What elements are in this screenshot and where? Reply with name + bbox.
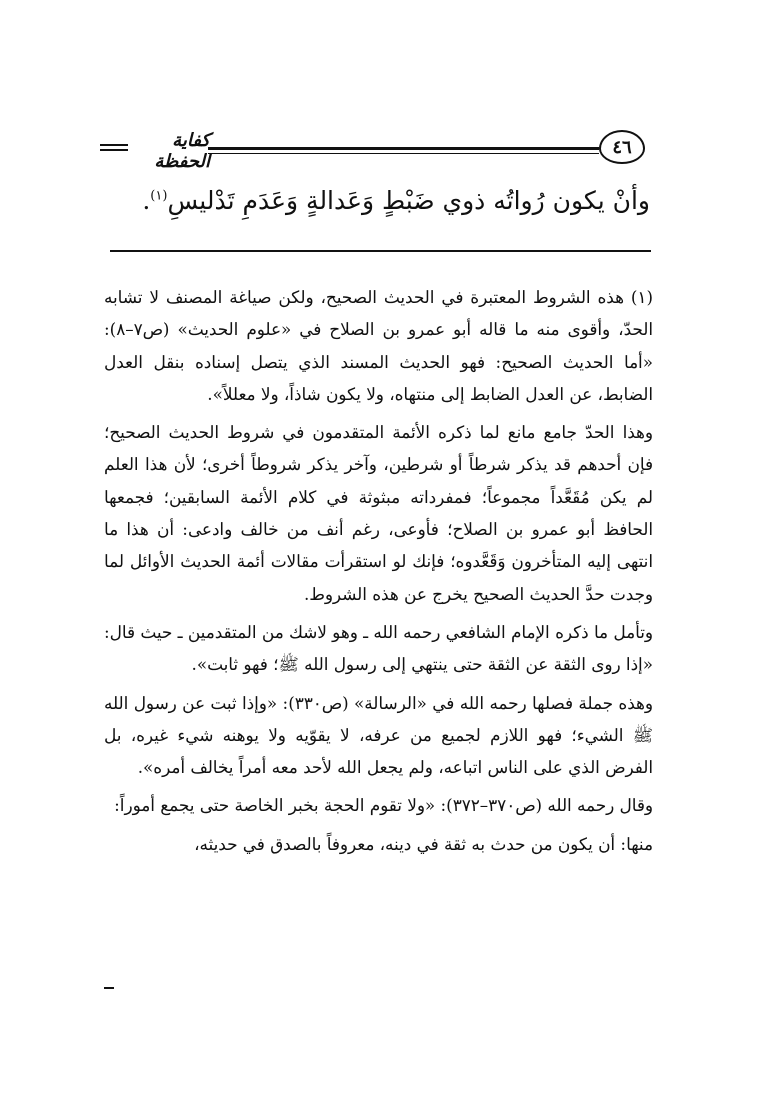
header-rule-thin: [208, 153, 599, 154]
footnote-paragraph: وهذه جملة فصلها رحمه الله في «الرسالة» (ص٣٣٠): «وإذا ثبت عن رسول الله ﷺ الشيء؛ فهو اللازم لجميع من عرفه، لا يقوّيه ولا يوهنه شيء غيره، بل الفرض الذي على الناس اتباعه، ولم يجعل الله لأحد معه أمراً يخالف أمره».: [104, 692, 653, 778]
verse-end: .: [142, 186, 151, 215]
continuation-dash: [104, 987, 114, 989]
running-header: [100, 128, 645, 172]
book-title: كفاية الحفظة: [154, 130, 210, 172]
header-rule: [208, 147, 599, 150]
footnote-paragraph: (١) هذه الشروط المعتبرة في الحديث الصحيح، ولكن صياغة المصنف لا تشابه الحدّ، وأقوى منه ما قاله أبو عمرو بن الصلاح في «علوم الحديث» (ص٧–٨): «أما الحديث الصحيح: فهو الحديث المسند الذي يتصل إسناده بنقل العدل الضابط، عن العدل الضابط إلى منتهاه، ولا يكون شاذاً، ولا معللاً».: [104, 287, 653, 404]
footnote-paragraph: وهذا الحدّ جامع مانع لما ذكره الأئمة المتقدمون في شروط الحديث الصحيح؛ فإن أحدهم قد يذكر شرطاً أو شرطين، وآخر يذكر شروطاً أخرى؛ لأن هذا العلم لم يكن مُقَعَّداً مجموعاً؛ فمفرداته مبثوثة في كلام الأئمة السابقين؛ فجمعها الحافظ أبو عمرو بن الصلاح؛ فأوعى، رغم أنف من خالف وادعى: أن هذا ما انتهى إليه المتأخرون وَقَعَّدوه؛ فإنك لو استقرأت مقالات أئمة الحديث الأوائل لما وجدت حدَّ الحديث الصحيح يخرج عن هذه الشروط.: [104, 422, 653, 604]
verse-text: وأنْ يكون رُواتُه ذوي ضَبْطٍ وَعَدالةٍ وَعَدَمِ تَدْليسِ: [167, 186, 650, 215]
footnote-separator: [110, 250, 651, 252]
footnote-paragraph: منها: أن يكون من حدث به ثقة في دينه، معروفاً بالصدق في حديثه،: [194, 833, 653, 854]
footnote-paragraph: وتأمل ما ذكره الإمام الشافعي رحمه الله ـ وهو لاشك من المتقدمين ـ حيث قال: «إذا روى الثقة عن الثقة حتى ينتهي إلى رسول الله ﷺ؛ فهو ثابت».: [104, 621, 653, 675]
footnotes-section: [104, 281, 653, 866]
verse-line: [110, 178, 650, 224]
footnote-reference: (١): [150, 188, 168, 204]
footnote-paragraph: وقال رحمه الله (ص٣٧٠–٣٧٢): «ولا تقوم الحجة بخبر الخاصة حتى يجمع أموراً:: [114, 795, 653, 816]
header-ornament-icon: [100, 144, 128, 152]
page-number-badge: ٤٦: [599, 130, 645, 164]
